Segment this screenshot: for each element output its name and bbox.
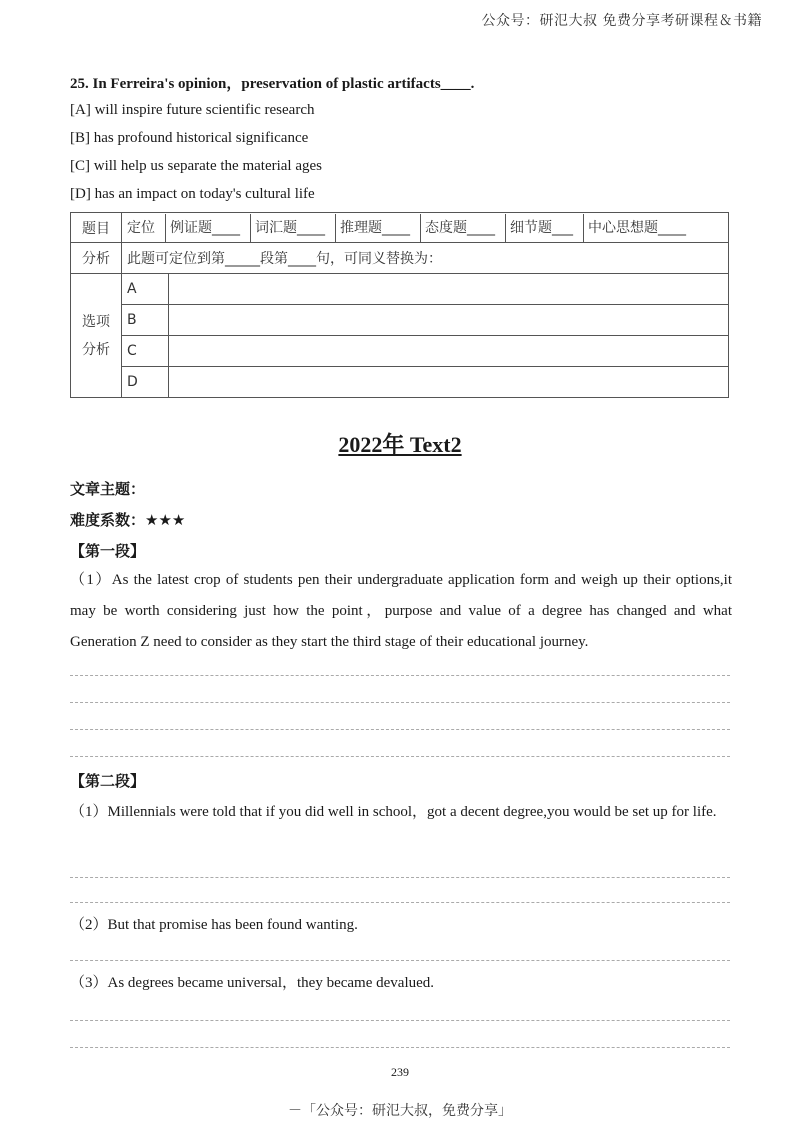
type-main-idea: 中心思想题____ [588, 219, 686, 236]
option-analysis-a [169, 274, 729, 305]
option-analysis-b [169, 305, 729, 336]
answer-line [70, 1047, 730, 1048]
para1-text: （1）As the latest crop of students pen their undergraduate application form and weigh up their options,it may be worth considering just how the point，purpose and value of a degree has changed and what Generation Z need to consider as they start the third stage of their educational journey. [70, 572, 732, 650]
option-d: [D] has an impact on today's cultural life [70, 186, 315, 202]
answer-line [70, 756, 730, 757]
type-detail: 细节题___ [510, 214, 584, 242]
option-letter-d: D [122, 367, 169, 398]
para2-sentence-3: （3）As degrees became universal，they became devalued. [70, 975, 435, 991]
type-example: 例证题____ [170, 214, 251, 242]
option-analysis-c [169, 336, 729, 367]
option-letter-a: A [122, 274, 169, 305]
header-note: 公众号：研氾大叔 免费分享考研课程＆书籍 [481, 13, 762, 29]
option-a: [A] will inspire future scientific research [70, 102, 315, 118]
label-options-2: 分析 [82, 341, 110, 358]
label-options-1: 选项 [82, 313, 110, 330]
page-number: 239 [391, 1065, 409, 1079]
type-inference: 推理题____ [340, 214, 421, 242]
section-title: 2022年 Text2 [338, 432, 462, 457]
answer-line [70, 960, 730, 961]
answer-line [70, 675, 730, 676]
label-question-2: 分析 [71, 243, 122, 274]
para2-heading: 【第二段】 [70, 772, 146, 790]
option-letter-b: B [122, 305, 169, 336]
option-b: [B] has profound historical significance [70, 130, 309, 146]
difficulty-label: 难度系数：★★★ [70, 511, 186, 529]
analysis-table [70, 212, 729, 398]
option-analysis-d [169, 367, 729, 398]
type-vocab: 词汇题____ [255, 214, 336, 242]
locate-text: 此题可定位到第_____段第____句，可同义替换为： [122, 243, 729, 274]
answer-line [70, 902, 730, 903]
label-options [71, 274, 122, 398]
para2-sentence-2: （2）But that promise has been found wanting. [70, 917, 358, 933]
para2-sentence-1: （1）Millennials were told that if you did well in school，got a decent degree,you would be set up for life. [70, 804, 717, 820]
answer-line [70, 1020, 730, 1021]
option-c: [C] will help us separate the material ages [70, 158, 322, 174]
type-locate: 定位 [127, 214, 166, 242]
label-question-1: 题目 [71, 213, 122, 243]
footer-note: －「公众号：研氾大叔，免费分享」 [288, 1103, 512, 1119]
question-title: 25. In Ferreira's opinion，preservation of plastic artifacts____. [70, 76, 475, 92]
answer-line [70, 877, 730, 878]
answer-line [70, 729, 730, 730]
answer-line [70, 702, 730, 703]
option-letter-c: C [122, 336, 169, 367]
question-types [122, 213, 729, 243]
para1-heading: 【第一段】 [70, 542, 146, 560]
theme-label: 文章主题： [70, 480, 146, 498]
type-attitude: 态度题____ [425, 214, 506, 242]
